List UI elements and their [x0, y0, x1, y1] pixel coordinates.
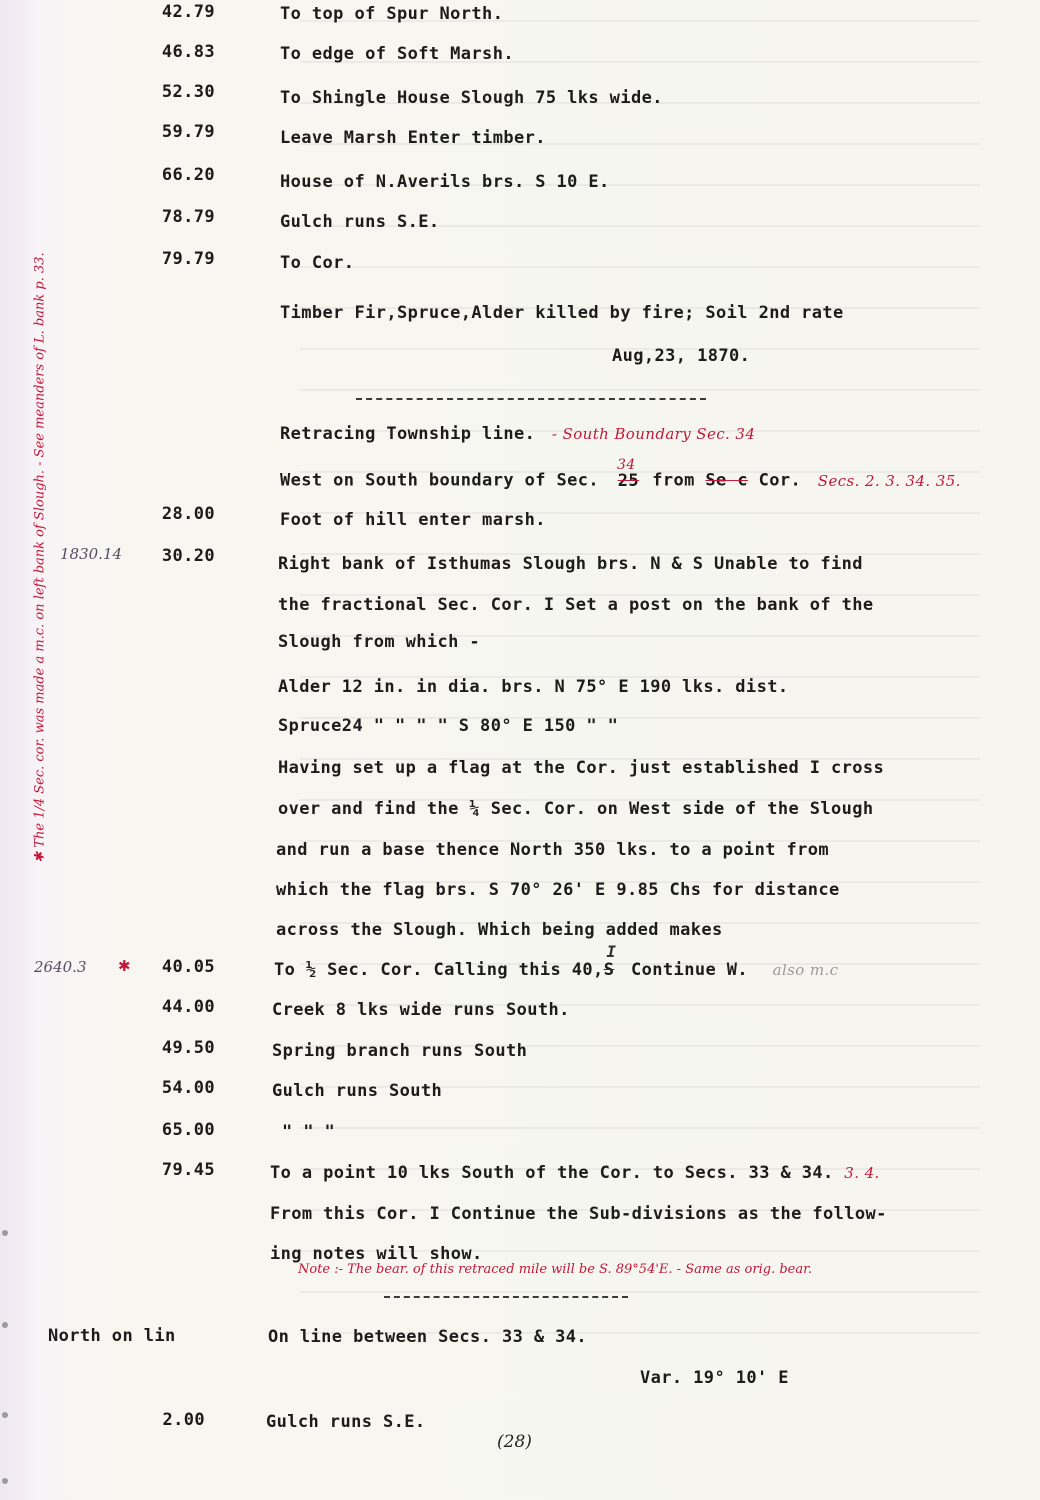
west-text-a: West on South boundary of Sec.: [280, 470, 600, 491]
distance: 59.79: [161, 122, 215, 142]
binding-hole: [2, 1412, 8, 1418]
distance: 40.05: [161, 957, 215, 977]
entry-text: To Shingle House Slough 75 lks wide.: [280, 88, 663, 108]
variation: Var. 19° 10' E: [640, 1368, 789, 1388]
entry-text: To Cor.: [280, 253, 355, 273]
continuation-line: Slough from which -: [278, 632, 481, 652]
distance: 42.79: [161, 2, 215, 22]
west-struck-corner: Se c: [705, 470, 748, 491]
entry-text: To top of Spur North.: [280, 4, 504, 24]
margin-figure: 2640.3: [34, 958, 87, 976]
entry-text: Foot of hill enter marsh.: [280, 510, 546, 530]
quarter-text: To ½ Sec. Cor. Calling this 40,: [274, 960, 604, 980]
date: Aug,23, 1870.: [612, 346, 751, 366]
struck-letter: S: [603, 960, 615, 980]
distance: 46.83: [161, 42, 215, 62]
distance: 49.50: [161, 1038, 215, 1058]
continuation-line: From this Cor. I Continue the Sub-divisions as the follow-: [270, 1204, 887, 1224]
star-mark: ✱: [118, 957, 131, 975]
distance: 66.20: [161, 165, 215, 185]
distance: 30.20: [161, 546, 215, 566]
west-new-section: 34: [616, 457, 636, 473]
point-red-note: 3. 4.: [844, 1164, 880, 1182]
inserted-letter: I: [606, 942, 617, 961]
binding-hole: [2, 1478, 8, 1484]
distance: 28.00: [161, 504, 215, 524]
quarter-entry: [274, 942, 839, 980]
point-entry: [270, 1163, 880, 1183]
pencil-note: also m.c: [772, 961, 839, 979]
distance: 2.00: [162, 1410, 205, 1430]
continuation-line: and run a base thence North 350 lks. to a point from: [276, 840, 830, 860]
entry-text: Creek 8 lks wide runs South.: [272, 1000, 570, 1020]
distance: 44.00: [161, 997, 215, 1017]
retracing-text: Retracing Township line.: [280, 424, 536, 444]
west-struck-section: 25: [617, 470, 639, 491]
west-line: [280, 457, 961, 491]
continuation-line: Having set up a flag at the Cor. just established I cross: [278, 758, 885, 778]
distance: 65.00: [161, 1120, 215, 1140]
retracing-red-note: - South Boundary Sec. 34: [551, 425, 756, 443]
page-number: (28): [497, 1432, 532, 1452]
entry-text: To edge of Soft Marsh.: [280, 44, 514, 64]
divider: [356, 398, 706, 400]
continuation-line: Alder 12 in. in dia. brs. N 75° E 190 lks. dist.: [278, 677, 789, 697]
distance: 78.79: [161, 207, 215, 227]
entry-text: Gulch runs S.E.: [266, 1412, 426, 1432]
west-red-note: Secs. 2. 3. 34. 35.: [817, 471, 961, 490]
on-line-text: On line between Secs. 33 & 34.: [268, 1327, 588, 1347]
west-text-b: from: [652, 470, 695, 491]
entry-text: Leave Marsh Enter timber.: [280, 128, 546, 148]
margin-vertical-note: ✱ The 1/4 Sec. cor. was made a m.c. on left bank of Slough. - See meanders of L. bank p. 33.: [32, 252, 48, 863]
entry-text: House of N.Averils brs. S 10 E.: [280, 172, 610, 192]
distance: 54.00: [161, 1078, 215, 1098]
retracing-heading: [280, 424, 755, 444]
ditto-marks: " " ": [282, 1122, 336, 1142]
entry-text: Gulch runs South: [272, 1081, 443, 1101]
distance: 79.45: [161, 1160, 215, 1180]
continuation-line: over and find the ¼ Sec. Cor. on West side of the Slough: [278, 799, 874, 819]
west-text-c: Cor.: [758, 470, 802, 491]
distance: 79.79: [161, 249, 215, 269]
margin-figure: 1830.14: [60, 545, 123, 563]
entry-text: Spring branch runs South: [272, 1041, 528, 1061]
continuation-line: across the Slough. Which being added makes: [276, 920, 723, 940]
continuation-line: Spruce24 " " " " S 80° E 150 " ": [278, 716, 619, 736]
distance: 52.30: [161, 82, 215, 102]
continuation-line: the fractional Sec. Cor. I Set a post on the bank of the: [278, 595, 874, 615]
continue-text: Continue W.: [631, 960, 748, 980]
entry-text: Gulch runs S.E.: [280, 212, 440, 232]
timber-line: Timber Fir,Spruce,Alder killed by fire; Soil 2nd rate: [280, 303, 844, 323]
divider: [384, 1296, 628, 1298]
bearing-note: Note :- The bear. of this retraced mile will be S. 89°54'E. - Same as orig. bear.: [298, 1262, 813, 1277]
point-text: To a point 10 lks South of the Cor. to Secs. 33 & 34.: [270, 1163, 834, 1183]
continuation-line: which the flag brs. S 70° 26' E 9.85 Chs for distance: [276, 880, 840, 900]
binding-hole: [2, 1230, 8, 1236]
north-label: North on lin: [48, 1326, 176, 1346]
entry-text: Right bank of Isthumas Slough brs. N & S Unable to find: [278, 554, 863, 574]
continuation-line: ing notes will show.: [270, 1244, 483, 1264]
binding-hole: [2, 1322, 8, 1328]
